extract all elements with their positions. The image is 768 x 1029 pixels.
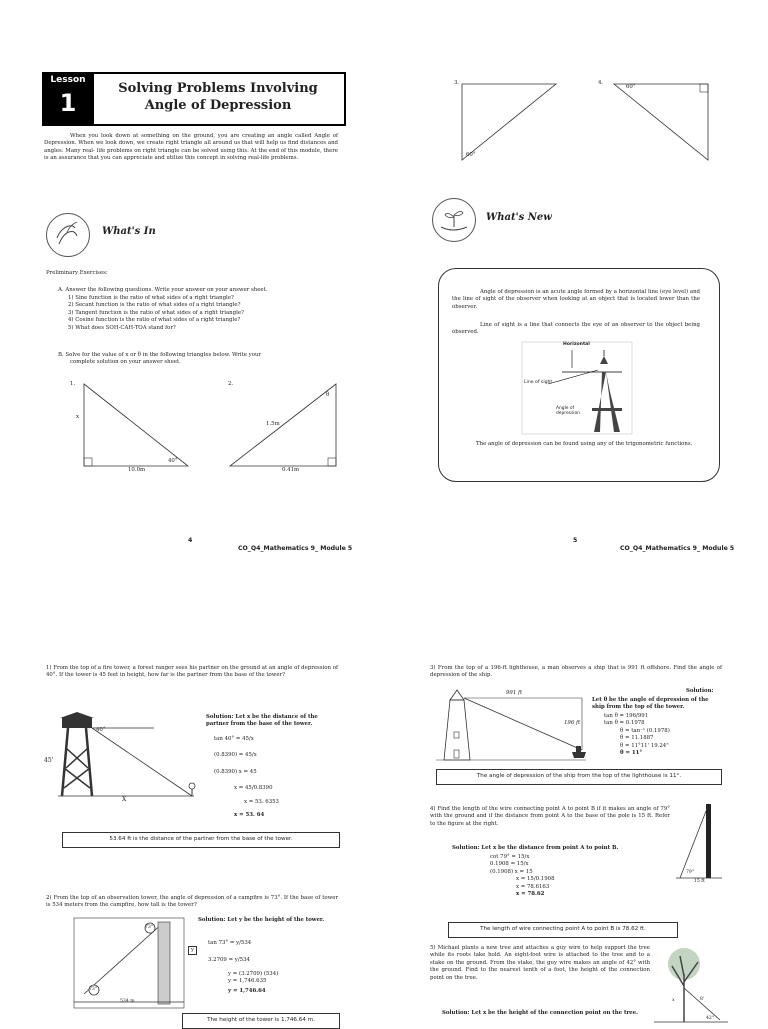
p3-steps: tan θ = 196/991 tan θ = 0.1978 θ = tan⁻¹ (0.1978) θ = 11.1887 θ = 11°11' 19.24" θ = 11°: [604, 713, 670, 757]
p2-angle-top-label: 73°: [145, 925, 154, 930]
problem-4-text: 4) Find the length of the wire connecting point A to point B if it makes an angle of 79° with the ground and if the distance from point A to the base of the pole is 15 ft. Refer to the figure at the right.: [430, 806, 670, 827]
p5-angle-label: 42°: [706, 1016, 715, 1021]
list-item: 1) Sine function is the ratio of what sides of a right triangle?: [68, 295, 234, 301]
p1-x-label: X: [122, 796, 127, 803]
p4-steps: cot 79° = 15/x 0.1908 = 15/x (0.1908) x = 15 x = 15/0.1908 x = 78.6163 x = 78.62: [490, 854, 555, 898]
fig2-angle-label: θ: [326, 392, 330, 398]
p1-height-label: 45': [44, 757, 54, 764]
part-a-instruction: A. Answer the following questions. Write your answer on your answer sheet.: [58, 287, 268, 293]
p2-steps: tan 73° = y/534 3.2709 = y/534 y = (3.2709) (534) y = 1,746.635 y = 1,746.64: [208, 940, 279, 994]
triangle-figure-3: [460, 82, 560, 162]
angle-of-depression-label: Angle of depression: [556, 406, 580, 417]
line-of-sight-label: Line of sight: [524, 380, 553, 385]
list-item: 3) Tangent function is the ratio of what sides of a right triangle?: [68, 309, 244, 316]
problem-1-text: 1) From the top of a fire tower, a forest ranger sees his partner on the ground at an angle of depression of 40°. If the tower is 45 feet in height, how far is the partner from the base of the tower?: [46, 665, 338, 679]
fig1-side-label: x: [76, 414, 80, 420]
page-number-left: 4: [188, 537, 193, 544]
p2-y-label: y: [188, 946, 197, 955]
horizontal-label: Horizontal: [563, 342, 590, 347]
p2-answer-box: The height of the tower is 1,746.64 m.: [182, 1013, 340, 1029]
lesson-number: 1: [59, 89, 77, 117]
p3-top-label: 991 ft: [506, 690, 523, 696]
whats-in-heading: What's In: [102, 226, 156, 237]
p5-wire-label: 8': [700, 997, 705, 1002]
p3-solution-label: Solution:: [686, 688, 714, 694]
lesson-word: Lesson: [50, 75, 86, 85]
p2-solution-label: Solution: Let y be the height of the tower.: [198, 917, 325, 923]
pole-wire-figure: [676, 802, 726, 882]
line-of-sight-definition: Line of sight is a line that connects the eye of an observer to the object being observed.: [452, 322, 700, 336]
p3-side-label: 196 ft: [564, 720, 581, 726]
p5-x-label: x: [672, 998, 675, 1003]
module-footer-left: CO_Q4_Mathematics 9_ Module 5: [238, 545, 353, 552]
intro-paragraph: When you look down at something on the ground, you are creating an angle called Angle of Depression. When we look down, we create right triangle all around us that will help us find distances and angles. Many real- life problems on right triangle can be solved using this. At the end of this module, there is an assurance that you can appreciate and utilize this concept in solving real-life problems.: [44, 133, 338, 162]
fig3-number: 3.: [454, 80, 460, 86]
p1-steps: tan 40° = 45/x (0.8390) = 45/x (0.8390) x = 45 x = 45/0.8390 x = 53. 6353 x = 53. 64: [214, 736, 279, 819]
p2-base-label: 534 m: [120, 999, 135, 1004]
fig4-number: 4.: [598, 80, 604, 86]
fig2-base-label: 0.41m: [282, 467, 300, 473]
p1-angle-label: 40°: [96, 727, 106, 733]
trig-functions-note: The angle of depression can be found using any of the trigonometric functions.: [476, 441, 693, 447]
problem-3-text: 3) From the top of a 196-ft lighthouse, a man observes a ship that is 991 ft offshore. Find the angle of depression of the ship.: [430, 665, 722, 679]
fig2-hyp-label: 1.5m: [266, 421, 280, 427]
fig1-number: 1.: [70, 381, 76, 387]
triangle-figure-1: [82, 382, 192, 468]
whats-new-heading: What's New: [486, 212, 552, 223]
hands-seedling-icon: [432, 198, 476, 242]
p3-solution-text: Let θ be the angle of depression of the ship from the top of the tower.: [592, 697, 709, 711]
list-item: 4) Cosine function is the ratio of what sides of a right triangle?: [68, 317, 241, 324]
module-footer-right: CO_Q4_Mathematics 9_ Module 5: [620, 545, 735, 552]
fire-tower-figure: [58, 712, 198, 802]
eiffel-tower-diagram: [522, 342, 632, 434]
p4-angle-label: 79°: [686, 870, 695, 875]
fig1-angle-label: 40°: [168, 458, 178, 464]
part-b-instruction: B. Solve for the value of x or θ in the following triangles below. Write your complete solution on your answer sheet.: [58, 352, 262, 366]
list-item: 5) What does SOH-CAH-TOA stand for?: [68, 324, 176, 331]
list-item: 2) Secant function is the ratio of what sides of a right triangle?: [68, 302, 241, 309]
observation-tower-figure: [74, 918, 184, 1008]
p4-solution-label: Solution: Let x be the distance from point A to point B.: [452, 845, 619, 851]
tree-guy-wire-figure: [654, 946, 728, 1024]
p4-answer-box: The length of wire connecting point A to point B is 78.62 ft.: [448, 922, 678, 938]
p1-answer-box: 53.64 ft is the distance of the partner from the base of the tower.: [62, 832, 340, 848]
p2-angle-bottom-label: 73°: [89, 987, 98, 992]
lesson-title: Solving Problems Involving Angle of Depression: [118, 81, 318, 113]
problem-2-text: 2) From the top of an observation tower, the angle of depression of a campfire is 73°. If the base of tower is 534 meters from the campfire, how tall is the tower?: [46, 895, 338, 909]
question-list: [68, 295, 244, 332]
lesson-badge: [42, 72, 94, 125]
p1-solution-label: Solution: Let x be the distance of the partner from the base of the tower.: [206, 714, 318, 728]
triangle-figure-2: [228, 382, 338, 468]
fig2-number: 2.: [228, 381, 234, 387]
angle-of-depression-definition: Angle of depression is an acute angle formed by a horizontal line (eye level) and the line of sight of the observer when looking at an object that is located lower than the observer.: [452, 289, 700, 310]
p5-solution-label: Solution: Let x be the height of the connection point on the tree.: [442, 1010, 639, 1016]
page-number-right: 5: [573, 537, 578, 544]
fig1-base-label: 10.0m: [128, 467, 146, 473]
triangle-figure-4: [612, 82, 712, 162]
p4-base-label: 15 ft: [694, 879, 705, 884]
fig3-angle-label: 60°: [466, 152, 476, 158]
fig4-angle-label: 60°: [626, 84, 636, 90]
p3-answer-box: The angle of depression of the ship from the top of the lighthouse is 11°.: [436, 769, 722, 785]
preliminary-label: Preliminary Exercises:: [46, 270, 108, 276]
problem-5-text: 5) Michael plants a new tree and attaches a guy wire to help support the tree while its roots take hold. An eight-foot wire is attached to the tree and to a stake on the ground. From the stake, the guy wire makes an angle of 42° with the ground. Find to the nearest tenth of a foot, the height of the connection point on the tree.: [430, 945, 650, 981]
hands-plant-icon: [46, 213, 90, 257]
